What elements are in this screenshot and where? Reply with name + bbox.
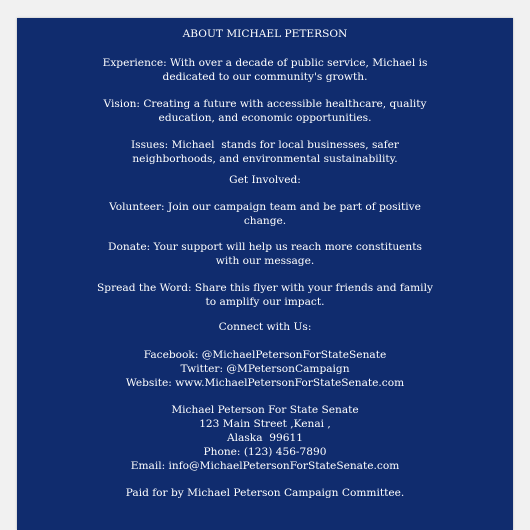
experience-line-2: dedicated to our community's growth. (162, 71, 368, 83)
donate-line-2: with our message. (215, 255, 315, 267)
connect-heading: Connect with Us: (218, 321, 312, 333)
get-involved-heading: Get Involved: (229, 174, 301, 186)
twitter-line: Twitter: @MPetersonCampaign (180, 363, 350, 375)
facebook-line: Facebook: @MichaelPetersonForStateSenate (143, 349, 387, 361)
flyer-title: ABOUT MICHAEL PETERSON (182, 28, 348, 40)
campaign-flyer (17, 18, 513, 530)
volunteer-line-1: Volunteer: Join our campaign team and be part of positive (109, 201, 421, 213)
phone-line: Phone: (123) 456-7890 (203, 446, 327, 458)
vision-line-1: Vision: Creating a future with accessible healthcare, quality (103, 98, 427, 110)
spread-line-2: to amplify our impact. (205, 296, 325, 308)
paid-for-disclaimer: Paid for by Michael Peterson Campaign Committee. (125, 487, 405, 499)
address-state-line: Alaska 99611 (227, 432, 303, 444)
issues-line-2: neighborhoods, and environmental sustainability. (132, 153, 398, 165)
experience-line-1: Experience: With over a decade of public service, Michael is (102, 57, 428, 69)
spread-line-1: Spread the Word: Share this flyer with your friends and family (97, 282, 433, 294)
address-street-line: 123 Main Street ,Kenai , (199, 418, 331, 430)
address-name-line: Michael Peterson For State Senate (171, 404, 359, 416)
website-line: Website: www.MichaelPetersonForStateSenate.com (125, 377, 405, 389)
vision-line-2: education, and economic opportunities. (158, 112, 372, 124)
issues-line-1: Issues: Michael stands for local businesses, safer (131, 139, 399, 151)
donate-line-1: Donate: Your support will help us reach more constituents (108, 241, 422, 253)
volunteer-line-2: change. (243, 215, 287, 227)
email-line: Email: info@MichaelPetersonForStateSenate.com (130, 460, 400, 472)
